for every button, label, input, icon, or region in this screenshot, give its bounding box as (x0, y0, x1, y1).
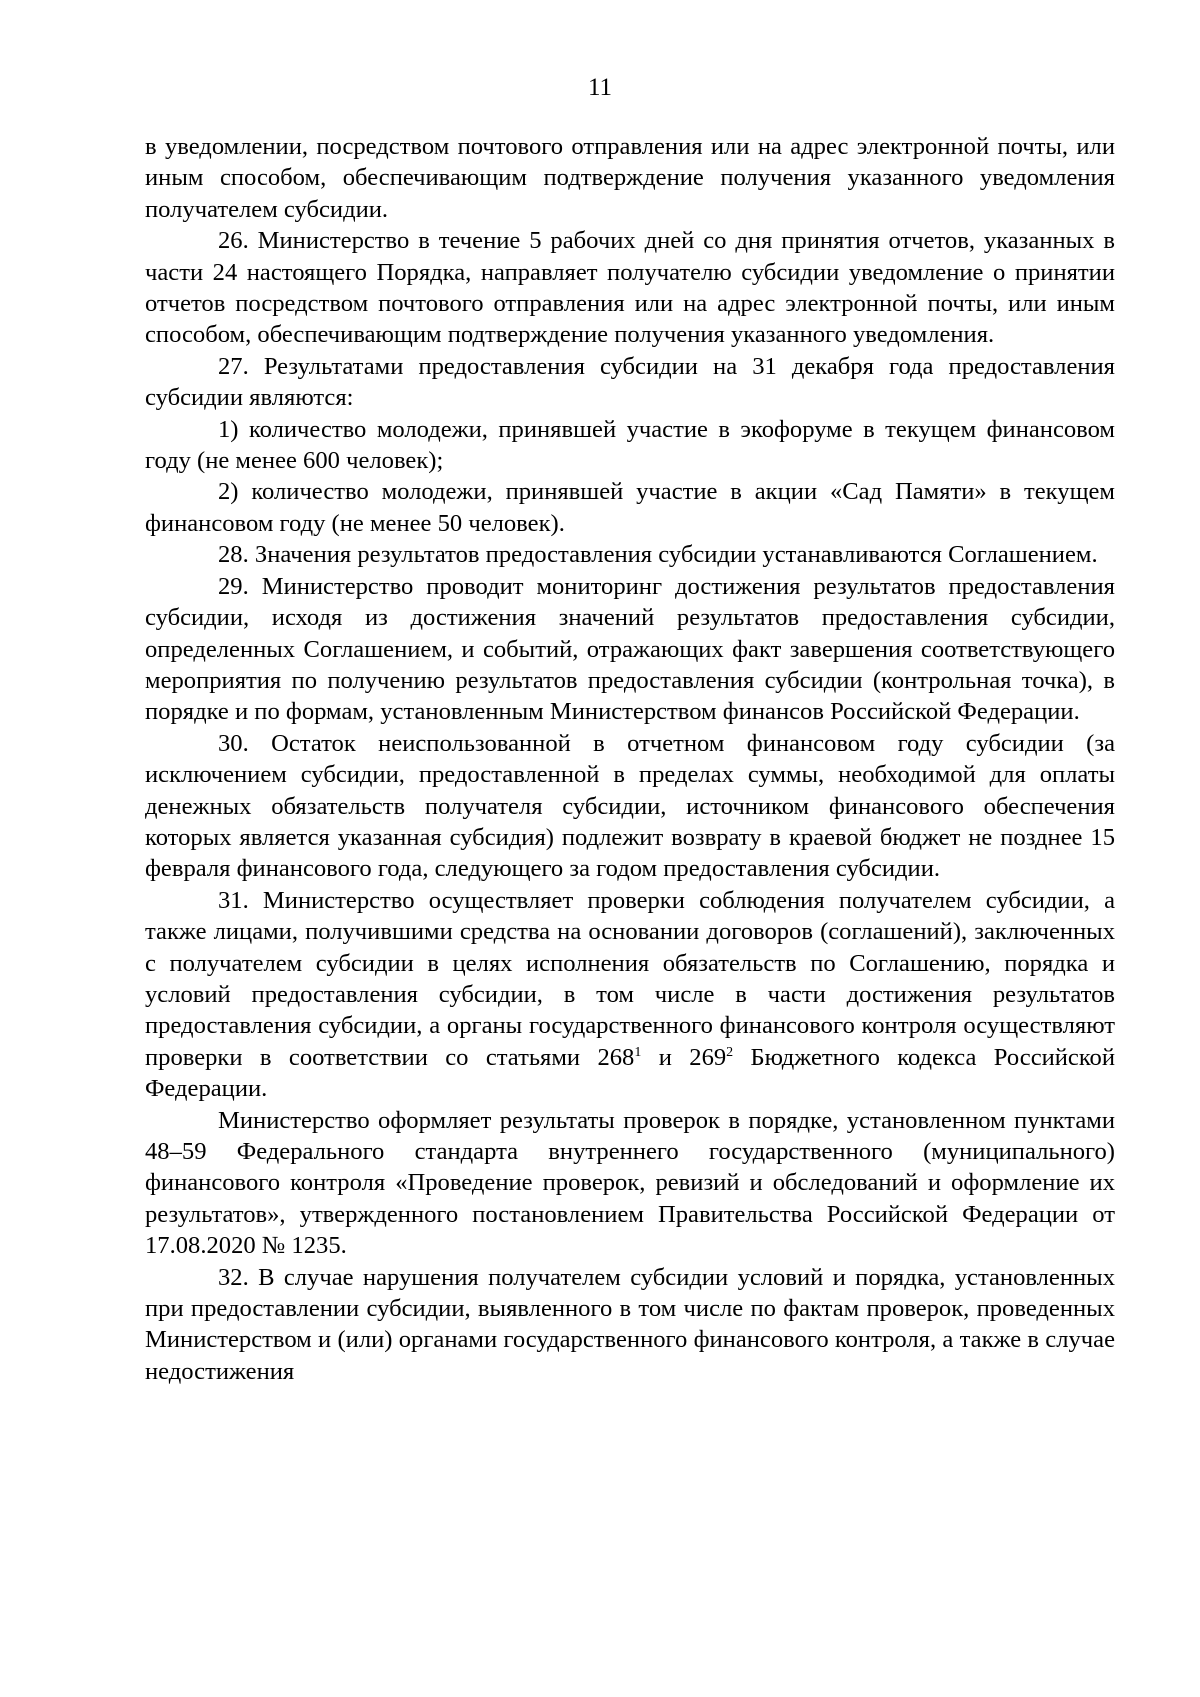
paragraph-27-item-1: 1) количество молодежи, принявшей участие в экофоруме в текущем финансовом году (не менее 600 человек); (145, 415, 1115, 475)
paragraph-31-continued: Министерство оформляет результаты проверок в порядке, установленном пунктами 48–59 Федерального стандарта внутреннего государственного (муниципального) финансового контроля «Проведение проверок, ревизий и обследований и оформление их результатов», утвержденного постановлением Правительства Российской Федерации от 17.08.2020 № 1235. (145, 1106, 1115, 1260)
paragraph-31-text-c: Бюджетного кодекса Российской Федерации. (145, 1043, 1116, 1103)
paragraph-30: 30. Остаток неиспользованной в отчетном финансовом году субсидии (за исключением субсидии, предоставленной в пределах суммы, необходимой для оплаты денежных обязательств получателя субсидии, источником финансового обеспечения которых является указанная субсидия) подлежит возврату в краевой бюджет не позднее 15 февраля финансового года, следующего за годом предоставления субсидии. (145, 729, 1115, 883)
paragraph-27-item-2: 2) количество молодежи, принявшей участие в акции «Сад Памяти» в текущем финансовом году (не менее 50 человек). (145, 478, 1115, 537)
paragraph-continuation: в уведомлении, посредством почтового отправления или на адрес электронной почты, или иным способом, обеспечивающим подтверждение получения указанного уведомления получателем субсидии. (145, 133, 1115, 223)
paragraph-31 (145, 885, 1115, 1105)
superscript-269: 2 (726, 1044, 734, 1060)
page-number: 11 (587, 74, 613, 101)
paragraph-28: 28. Значения результатов предоставления субсидии устанавливаются Соглашением. (218, 541, 1098, 569)
paragraph-31-text-b: и 269 (641, 1043, 727, 1071)
paragraph-29: 29. Министерство проводит мониторинг достижения результатов предоставления субсидии, исходя из достижения значений результатов предоставления субсидии, определенных Соглашением, и событий, отражающих факт завершения соответствующего мероприятия по получению результатов предоставления субсидии (контрольная точка), в порядке и по формам, установленным Министерством финансов Российской Федерации. (145, 572, 1115, 726)
document-body (145, 131, 1115, 1387)
paragraph-26: 26. Министерство в течение 5 рабочих дней со дня принятия отчетов, указанных в части 24 настоящего Порядка, направляет получателю субсидии уведомление о принятии отчетов посредством почтового отправления или на адрес электронной почты, или иным способом, обеспечивающим подтверждение получения указанного уведомления. (145, 227, 1115, 349)
paragraph-32: 32. В случае нарушения получателем субсидии условий и порядка, установленных при предоставлении субсидии, выявленного в том числе по фактам проверок, проведенных Министерством и (или) органами государственного финансового контроля, а также в случае недостижения (145, 1263, 1115, 1385)
paragraph-31-text-a: 31. Министерство осуществляет проверки соблюдения получателем субсидии, а также лицами, получившими средства на основании договоров (соглашений), заключенных с получателем субсидии в целях исполнения обязательств по Соглашению, порядка и условий предоставления субсидии, в том числе в части достижения результатов предоставления субсидии, а органы государственного финансового контроля осуществляют проверки в соответствии со статьями 268 (145, 886, 1115, 1071)
superscript-268: 1 (634, 1044, 642, 1060)
paragraph-27: 27. Результатами предоставления субсидии на 31 декабря года предоставления субсидии являются: (145, 352, 1115, 412)
